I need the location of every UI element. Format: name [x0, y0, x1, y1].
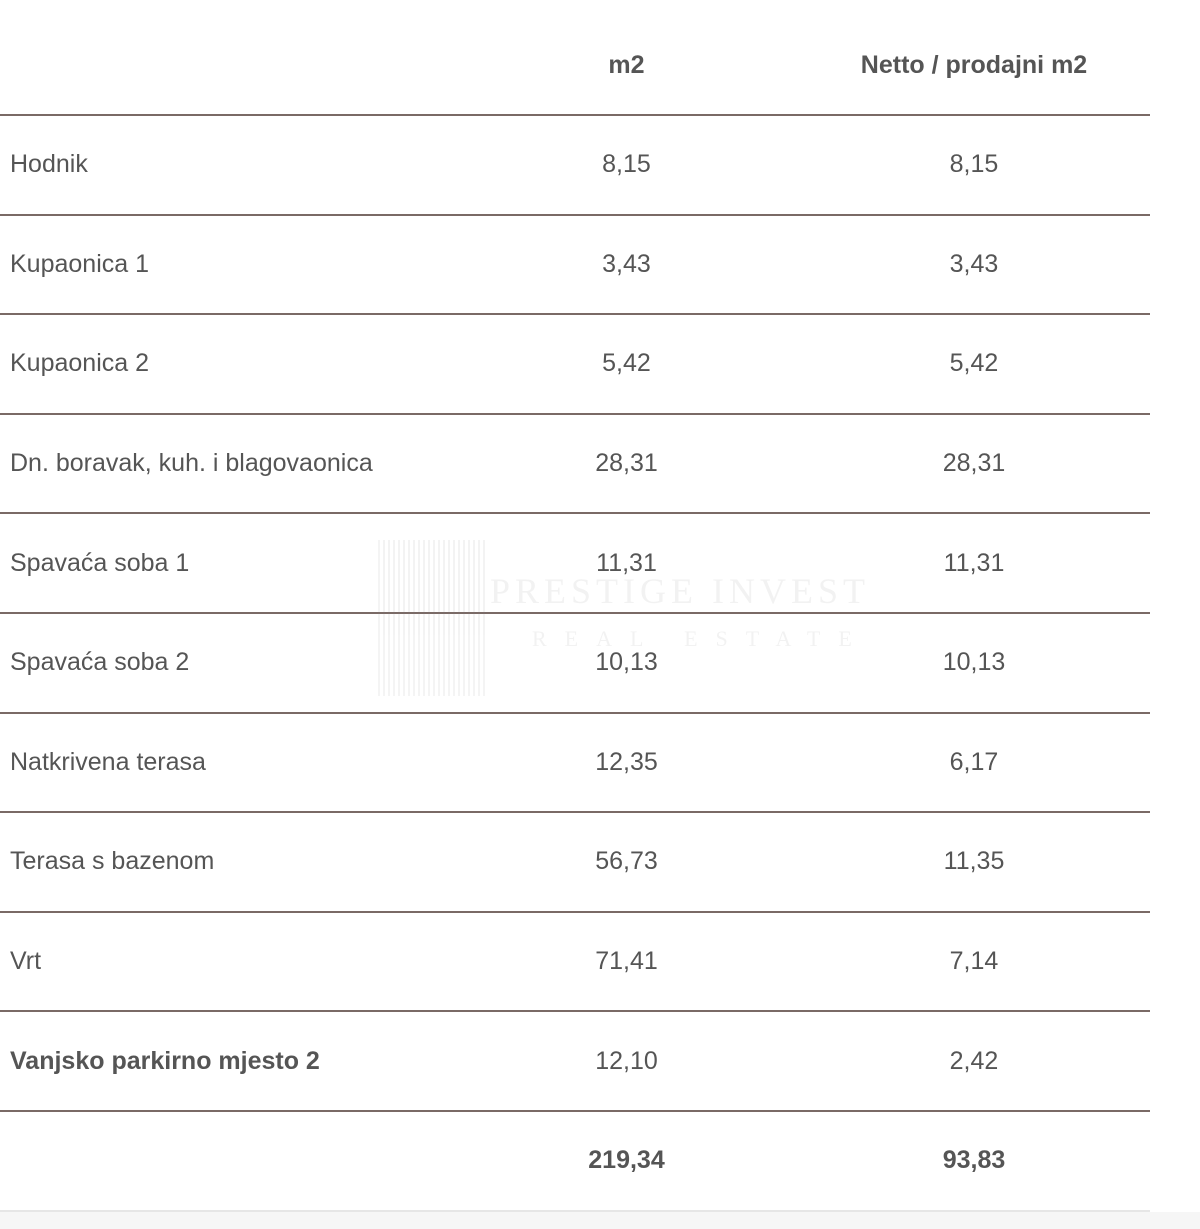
row-label: Spavaća soba 2 [0, 613, 455, 713]
table-row [0, 713, 1150, 813]
row-netto: 2,42 [798, 1011, 1150, 1111]
row-label: Kupaonica 1 [0, 215, 455, 315]
table-row [0, 215, 1150, 315]
row-m2: 3,43 [455, 215, 798, 315]
row-netto: 10,13 [798, 613, 1150, 713]
row-label: Spavaća soba 1 [0, 513, 455, 613]
row-label: Vrt [0, 912, 455, 1012]
row-label: Terasa s bazenom [0, 812, 455, 912]
row-label: Hodnik [0, 115, 455, 215]
row-m2: 8,15 [455, 115, 798, 215]
row-netto: 6,17 [798, 713, 1150, 813]
table-header-row [0, 16, 1150, 115]
total-netto: 93,83 [798, 1111, 1150, 1211]
row-m2: 71,41 [455, 912, 798, 1012]
table-row [0, 613, 1150, 713]
total-label [0, 1111, 455, 1211]
row-netto: 8,15 [798, 115, 1150, 215]
table-row [0, 812, 1150, 912]
row-label: Natkrivena terasa [0, 713, 455, 813]
area-table-container [0, 16, 1150, 1212]
watermark-subtitle: REAL ESTATE [532, 626, 870, 651]
header-netto: Netto / prodajni m2 [798, 16, 1150, 115]
table-row [0, 414, 1150, 514]
row-netto: 28,31 [798, 414, 1150, 514]
table-row [0, 115, 1150, 215]
total-row [0, 1111, 1150, 1211]
header-m2: m2 [455, 16, 798, 115]
row-netto: 11,35 [798, 812, 1150, 912]
footer-strip [0, 1212, 1200, 1229]
row-m2: 56,73 [455, 812, 798, 912]
row-label: Kupaonica 2 [0, 314, 455, 414]
watermark-title: PRESTIGE INVEST [490, 571, 870, 611]
table-row [0, 1011, 1150, 1111]
row-m2: 28,31 [455, 414, 798, 514]
table-row [0, 513, 1150, 613]
row-netto: 5,42 [798, 314, 1150, 414]
row-netto: 3,43 [798, 215, 1150, 315]
area-table [0, 16, 1150, 1212]
row-label: Vanjsko parkirno mjesto 2 [0, 1011, 455, 1111]
row-m2: 5,42 [455, 314, 798, 414]
table-row [0, 314, 1150, 414]
row-netto: 11,31 [798, 513, 1150, 613]
row-m2: 12,10 [455, 1011, 798, 1111]
table-row [0, 912, 1150, 1012]
row-label: Dn. boravak, kuh. i blagovaonica [0, 414, 455, 514]
row-m2: 12,35 [455, 713, 798, 813]
total-m2: 219,34 [455, 1111, 798, 1211]
row-m2: 11,31 [455, 513, 798, 613]
header-room [0, 16, 455, 115]
row-netto: 7,14 [798, 912, 1150, 1012]
row-m2: 10,13 [455, 613, 798, 713]
